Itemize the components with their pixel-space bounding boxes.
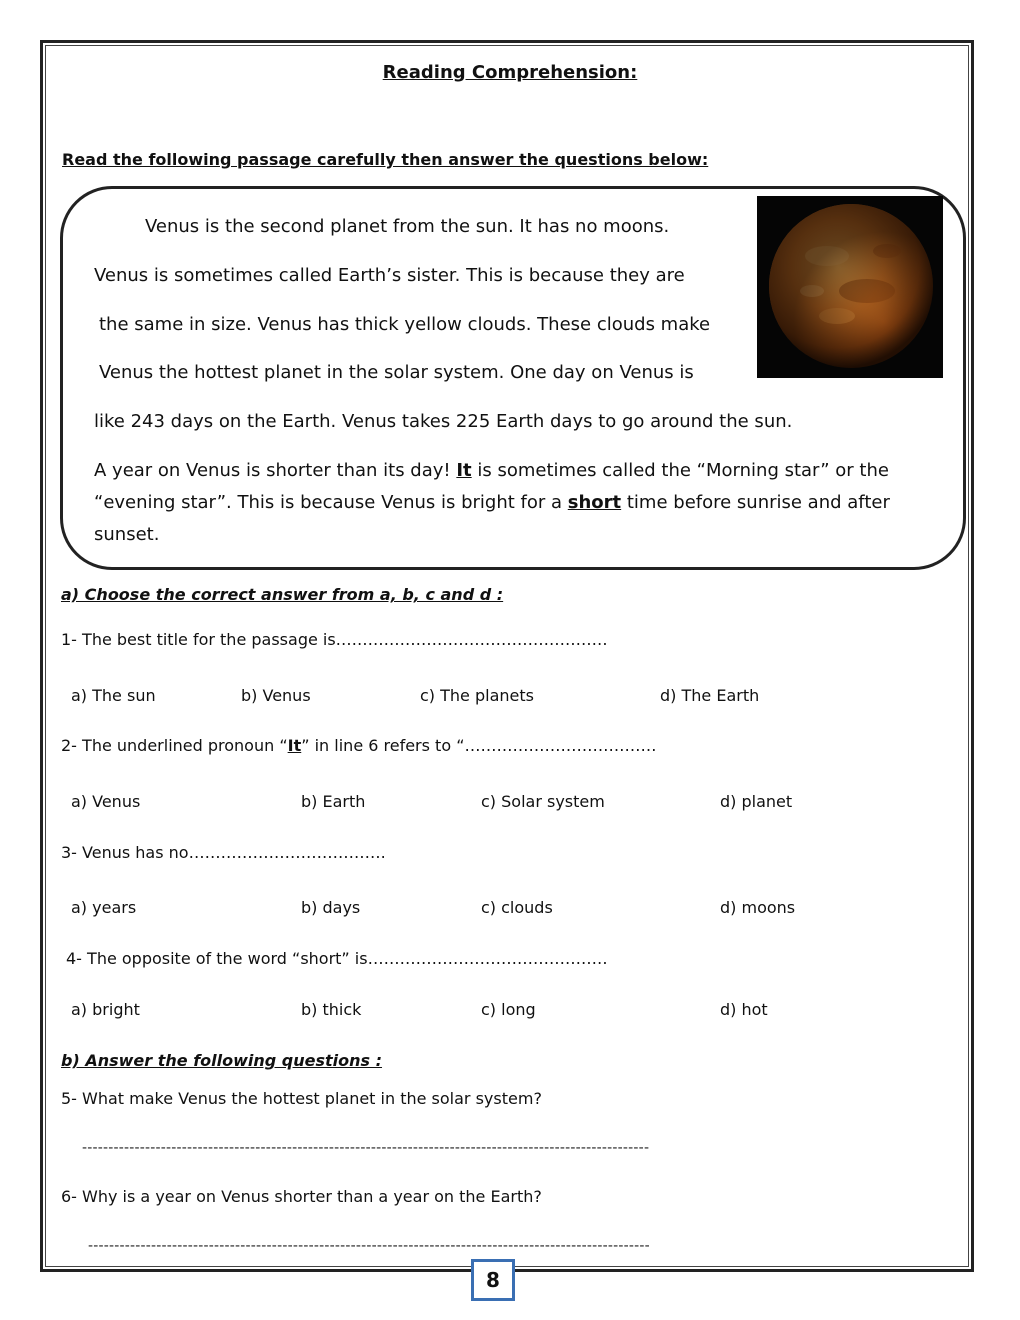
passage-line-2: Venus is sometimes called Earth’s sister. This is because they are — [94, 265, 685, 286]
question-4: 4- The opposite of the word “short” is……………………………………… — [66, 949, 608, 968]
passage-line-7: “evening star”. This is because Venus is bright for a short time before sunrise and after — [94, 492, 890, 513]
q2-option-b: b) Earth — [301, 792, 366, 811]
question-5: 5- What make Venus the hottest planet in the solar system? — [61, 1089, 542, 1108]
answer-line-1[interactable]: ------------------------------------------------------------------------------------------------------------ — [82, 1140, 650, 1156]
page-number: 8 — [471, 1259, 515, 1301]
question-2: 2- The underlined pronoun “It” in line 6 refers to “……………………………… — [61, 736, 657, 755]
passage-line-3: the same in size. Venus has thick yellow clouds. These clouds make — [99, 314, 711, 335]
q1-option-c: c) The planets — [420, 686, 534, 705]
q3-option-b: b) days — [301, 898, 361, 917]
q2-option-d: d) planet — [720, 792, 793, 811]
instruction-text: Read the following passage carefully then answer the questions below: — [62, 150, 709, 169]
q3-option-c: c) clouds — [481, 898, 553, 917]
section-b-heading: b) Answer the following questions : — [61, 1051, 383, 1070]
q4-option-a: a) bright — [71, 1000, 140, 1019]
passage-line-8: sunset. — [94, 524, 160, 545]
q2-option-c: c) Solar system — [481, 792, 605, 811]
question-3: 3- Venus has no………………………………. — [61, 843, 386, 862]
q1-option-d: d) The Earth — [660, 686, 760, 705]
q2-option-a: a) Venus — [71, 792, 141, 811]
q1-option-b: b) Venus — [241, 686, 311, 705]
underlined-it: It — [456, 460, 472, 481]
passage-line-6: A year on Venus is shorter than its day! It is sometimes called the “Morning star” or the — [94, 460, 889, 481]
venus-planet-image — [757, 196, 943, 378]
q4-option-d: d) hot — [720, 1000, 768, 1019]
question-1: 1- The best title for the passage is…………………………………………… — [61, 630, 608, 649]
q2-underlined-it: It — [287, 736, 302, 755]
passage-line-5: like 243 days on the Earth. Venus takes 225 Earth days to go around the sun. — [94, 411, 793, 432]
q4-option-c: c) long — [481, 1000, 536, 1019]
section-a-heading: a) Choose the correct answer from a, b, c and d : — [61, 585, 504, 604]
passage-line-1: Venus is the second planet from the sun. It has no moons. — [145, 216, 670, 237]
page-title: Reading Comprehension: — [382, 62, 638, 83]
q1-option-a: a) The sun — [71, 686, 156, 705]
underlined-short: short — [567, 492, 622, 513]
q3-option-d: d) moons — [720, 898, 796, 917]
question-6: 6- Why is a year on Venus shorter than a year on the Earth? — [61, 1187, 542, 1206]
answer-line-2[interactable]: ----------------------------------------------------------------------------------------------------------- — [88, 1238, 650, 1254]
q3-option-a: a) years — [71, 898, 137, 917]
q4-option-b: b) thick — [301, 1000, 362, 1019]
passage-line-4: Venus the hottest planet in the solar system. One day on Venus is — [99, 362, 694, 383]
